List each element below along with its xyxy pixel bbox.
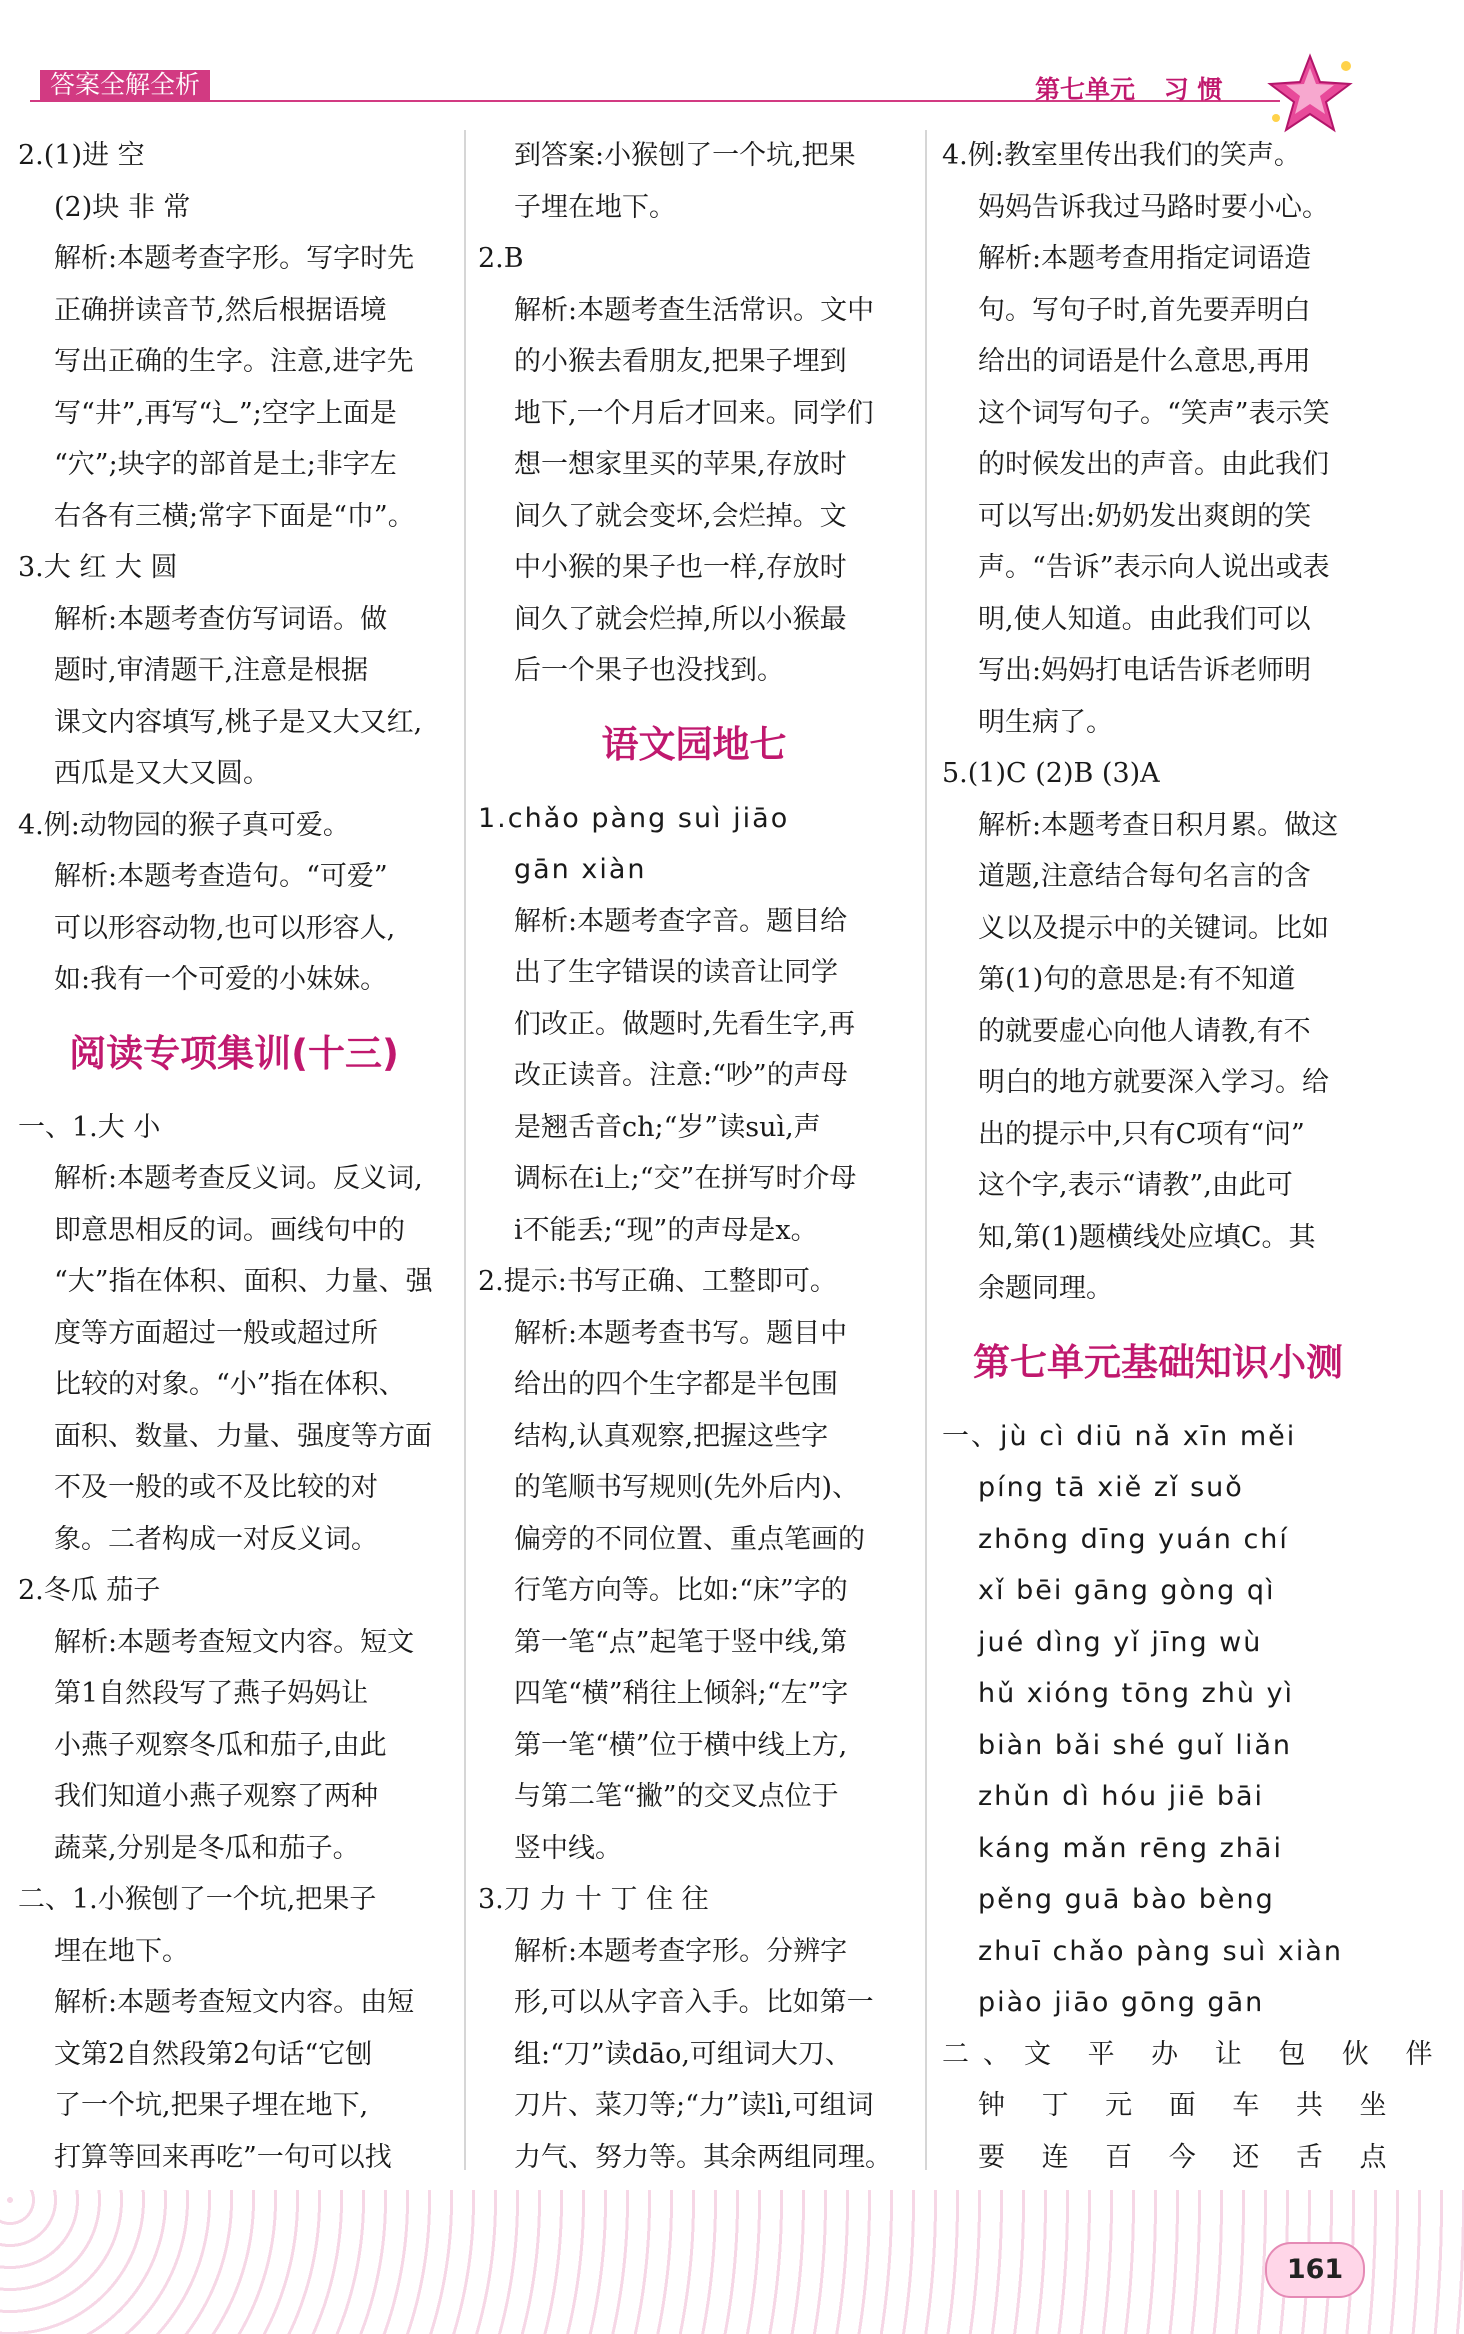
analysis-line: 如:我有一个可爱的小妹妹。 bbox=[54, 964, 388, 995]
answer-line: 2.冬瓜 茄子 bbox=[18, 1575, 161, 1606]
analysis-line: 是翘舌音ch;“岁”读suì,声 bbox=[514, 1111, 821, 1143]
analysis-line: 右各有三横;常字下面是“巾”。 bbox=[54, 500, 415, 532]
analysis-line: 到答案:小猴刨了一个坑,把果 bbox=[514, 140, 856, 171]
analysis-line: 可以形容动物,也可以形容人, bbox=[54, 912, 396, 944]
analysis-line: 写出正确的生字。注意,进字先 bbox=[54, 346, 414, 377]
answer-line: 二、1.小猴刨了一个坑,把果子 bbox=[18, 1884, 377, 1915]
analysis-line: 解析:本题考查字形。分辨字 bbox=[514, 1935, 848, 1967]
analysis-line: 西瓜是又大又圆。 bbox=[54, 758, 270, 789]
analysis-line: i不能丢;“现”的声母是x。 bbox=[514, 1214, 818, 1246]
analysis-line: 给出的词语是什么意思,再用 bbox=[978, 346, 1311, 377]
analysis-line: 明,使人知道。由此我们可以 bbox=[978, 603, 1311, 635]
analysis-line: 象。二者构成一对反义词。 bbox=[54, 1523, 378, 1555]
analysis-line: 写出:妈妈打电话告诉老师明 bbox=[978, 655, 1312, 686]
analysis-line: 地下,一个月后才回来。同学们 bbox=[514, 397, 874, 429]
analysis-line: 句。写句子时,首先要弄明白 bbox=[978, 294, 1311, 326]
analysis-line: 打算等回来再吃”一句可以找 bbox=[54, 2141, 392, 2173]
analysis-line: 解析:本题考查字形。写字时先 bbox=[54, 243, 415, 274]
pinyin-line: káng mǎn rēng zhāi bbox=[978, 1832, 1283, 1864]
analysis-line: 解析:本题考查短文内容。短文 bbox=[54, 1626, 415, 1658]
analysis-line: 调标在i上;“交”在拼写时介母 bbox=[514, 1163, 857, 1194]
analysis-line: 与第二笔“撇”的交叉点位于 bbox=[514, 1781, 839, 1812]
analysis-line: 力气、努力等。其余两组同理。 bbox=[514, 2141, 892, 2173]
column-right bbox=[942, 130, 1447, 2183]
pinyin-line: 一、jù cì diū nǎ xīn měi bbox=[942, 1420, 1297, 1452]
analysis-line: “穴”;块字的部首是土;非字左 bbox=[54, 449, 397, 480]
analysis-line: 解析:本题考查生活常识。文中 bbox=[514, 294, 875, 326]
analysis-line: 改正读音。注意:“吵”的声母 bbox=[514, 1060, 848, 1091]
analysis-line: 声。“告诉”表示向人说出或表 bbox=[978, 552, 1330, 583]
analysis-line: 出了生字错误的读音让同学 bbox=[514, 957, 838, 988]
header-unit: 第七单元 bbox=[1035, 75, 1136, 104]
header-tag: 答案全解全析 bbox=[40, 70, 210, 100]
analysis-line: 行笔方向等。比如:“床”字的 bbox=[514, 1575, 848, 1606]
analysis-line: 形,可以从字音入手。比如第一 bbox=[514, 1987, 874, 2018]
analysis-line: 写“井”,再写“辶”;空字上面是 bbox=[54, 397, 397, 429]
analysis-line: 组:“刀”读dāo,可组词大刀、 bbox=[514, 2038, 852, 2070]
analysis-line: 子埋在地下。 bbox=[514, 191, 676, 223]
answer-line: (2)块 非 常 bbox=[54, 191, 191, 223]
analysis-line: 的笔顺书写规则(先外后内)、 bbox=[514, 1472, 860, 1503]
answer-line: 3.大 红 大 圆 bbox=[18, 552, 178, 583]
character-line: 要 连 百 今 还 舌 点 bbox=[978, 2141, 1401, 2173]
analysis-line: 间久了就会变坏,会烂掉。文 bbox=[514, 500, 847, 532]
analysis-line: 这个词写句子。“笑声”表示笑 bbox=[978, 397, 1330, 429]
answer-line: 妈妈告诉我过马路时要小心。 bbox=[978, 191, 1329, 223]
header-topic: 习 惯 bbox=[1163, 75, 1223, 104]
pinyin-line: zhuī chǎo pàng suì xiàn bbox=[978, 1935, 1344, 1967]
analysis-line: 这个字,表示“请教”,由此可 bbox=[978, 1170, 1293, 1201]
analysis-line: 明生病了。 bbox=[978, 706, 1113, 738]
page-number: 161 bbox=[1265, 2242, 1365, 2298]
analysis-line: 课文内容填写,桃子是又大又红, bbox=[54, 706, 423, 738]
character-line: 二、文 平 办 让 包 伙 伴 bbox=[942, 2038, 1447, 2070]
page-header bbox=[0, 0, 1464, 110]
pinyin-line: gān xiàn bbox=[514, 854, 647, 885]
analysis-line: 刀片、菜刀等;“力”读lì,可组词 bbox=[514, 2090, 874, 2121]
analysis-line: 结构,认真观察,把握这些字 bbox=[514, 1420, 829, 1452]
analysis-line: 偏旁的不同位置、重点笔画的 bbox=[514, 1523, 865, 1555]
answer-line: 埋在地下。 bbox=[54, 1935, 189, 1967]
header-unit-title bbox=[1035, 70, 1242, 106]
analysis-line: 解析:本题考查日积月累。做这 bbox=[978, 809, 1339, 841]
analysis-line: 蔬菜,分别是冬瓜和茄子。 bbox=[54, 1832, 360, 1864]
section-title: 阅读专项集训(十三) bbox=[69, 1031, 399, 1075]
answer-line: 5.(1)C (2)B (3)A bbox=[942, 758, 1160, 789]
analysis-line: 中小猴的果子也一样,存放时 bbox=[514, 552, 847, 583]
analysis-line: 解析:本题考查字音。题目给 bbox=[514, 905, 848, 937]
analysis-line: 我们知道小燕子观察了两种 bbox=[54, 1781, 378, 1812]
analysis-line: 义以及提示中的关键词。比如 bbox=[978, 912, 1329, 944]
character-line: 钟 丁 元 面 车 共 坐 bbox=[978, 2090, 1401, 2121]
column-divider bbox=[464, 130, 466, 2170]
analysis-line: 知,第(1)题横线处应填C。其 bbox=[978, 1221, 1316, 1253]
answer-line: 2.B bbox=[478, 243, 524, 274]
analysis-line: 正确拼读音节,然后根据语境 bbox=[54, 294, 387, 326]
analysis-line: 解析:本题考查用指定词语造 bbox=[978, 243, 1312, 274]
analysis-line: 后一个果子也没找到。 bbox=[514, 655, 784, 686]
analysis-line: 解析:本题考查仿写词语。做 bbox=[54, 603, 388, 635]
star-logo-icon bbox=[1262, 52, 1358, 132]
pinyin-line: 1.chǎo pàng suì jiāo bbox=[478, 802, 790, 834]
analysis-line: “大”指在体积、面积、力量、强 bbox=[54, 1266, 433, 1297]
analysis-line: 给出的四个生字都是半包围 bbox=[514, 1369, 838, 1400]
analysis-line: 们改正。做题时,先看生字,再 bbox=[514, 1008, 856, 1040]
page-footer-pattern bbox=[0, 2190, 1464, 2334]
analysis-line: 竖中线。 bbox=[514, 1832, 622, 1864]
pinyin-line: zhǔn dì hóu jiē bāi bbox=[978, 1781, 1265, 1812]
analysis-line: 解析:本题考查造句。“可爱” bbox=[54, 861, 388, 892]
column-middle bbox=[478, 130, 910, 2183]
answer-line: 2.提示:书写正确、工整即可。 bbox=[478, 1266, 837, 1297]
analysis-line: 面积、数量、力量、强度等方面 bbox=[54, 1420, 432, 1452]
analysis-line: 小燕子观察冬瓜和茄子,由此 bbox=[54, 1729, 387, 1761]
answer-line: 4.例:教室里传出我们的笑声。 bbox=[942, 140, 1301, 171]
analysis-line: 四笔“横”稍往上倾斜;“左”字 bbox=[514, 1678, 849, 1709]
pinyin-line: xǐ bēi gāng gòng qì bbox=[978, 1575, 1276, 1606]
analysis-line: 文第2自然段第2句话“它刨 bbox=[54, 2038, 373, 2070]
pinyin-line: píng tā xiě zǐ suǒ bbox=[978, 1472, 1244, 1503]
column-divider bbox=[925, 130, 927, 2170]
answer-line: 2.(1)进 空 bbox=[18, 140, 145, 171]
analysis-line: 明白的地方就要深入学习。给 bbox=[978, 1067, 1329, 1098]
analysis-line: 了一个坑,把果子埋在地下, bbox=[54, 2090, 369, 2121]
answer-line: 3.刀 力 十 丁 住 往 bbox=[478, 1884, 709, 1915]
pinyin-line: hǔ xióng tōng zhù yì bbox=[978, 1678, 1295, 1709]
analysis-line: 的就要虚心向他人请教,有不 bbox=[978, 1015, 1311, 1047]
analysis-line: 道题,注意结合每句名言的含 bbox=[978, 861, 1311, 892]
pinyin-line: pěng guā bào bèng bbox=[978, 1884, 1275, 1915]
analysis-line: 解析:本题考查短文内容。由短 bbox=[54, 1987, 415, 2018]
analysis-line: 想一想家里买的苹果,存放时 bbox=[514, 449, 847, 480]
pinyin-line: jué dìng yǐ jīng wù bbox=[978, 1626, 1263, 1658]
analysis-line: 比较的对象。“小”指在体积、 bbox=[54, 1369, 406, 1400]
section-title: 第七单元基础知识小测 bbox=[973, 1340, 1343, 1384]
analysis-line: 出的提示中,只有C项有“问” bbox=[978, 1118, 1305, 1150]
analysis-line: 第一笔“点”起笔于竖中线,第 bbox=[514, 1626, 848, 1658]
answer-line: 一、1.大 小 bbox=[18, 1111, 161, 1143]
analysis-line: 即意思相反的词。画线句中的 bbox=[54, 1214, 405, 1246]
answer-line: 4.例:动物园的猴子真可爱。 bbox=[18, 809, 350, 841]
analysis-line: 不及一般的或不及比较的对 bbox=[54, 1472, 378, 1503]
analysis-line: 题时,审清题干,注意是根据 bbox=[54, 655, 369, 686]
analysis-line: 的小猴去看朋友,把果子埋到 bbox=[514, 346, 847, 377]
section-title: 语文园地七 bbox=[601, 722, 787, 766]
analysis-line: 第一笔“横”位于横中线上方, bbox=[514, 1729, 848, 1761]
analysis-line: 度等方面超过一般或超过所 bbox=[54, 1317, 378, 1349]
pinyin-line: biàn bǎi shé guǐ liǎn bbox=[978, 1729, 1293, 1761]
pinyin-line: piào jiāo gōng gān bbox=[978, 1987, 1265, 2018]
analysis-line: 余题同理。 bbox=[978, 1273, 1113, 1304]
pinyin-line: zhōng dīng yuán chí bbox=[978, 1523, 1289, 1555]
column-left bbox=[18, 130, 450, 2183]
analysis-line: 第1自然段写了燕子妈妈让 bbox=[54, 1678, 369, 1709]
analysis-line: 解析:本题考查书写。题目中 bbox=[514, 1317, 848, 1349]
analysis-line: 第(1)句的意思是:有不知道 bbox=[978, 964, 1296, 995]
analysis-line: 解析:本题考查反义词。反义词, bbox=[54, 1163, 423, 1194]
analysis-line: 可以写出:奶奶发出爽朗的笑 bbox=[978, 500, 1312, 532]
analysis-line: 间久了就会烂掉,所以小猴最 bbox=[514, 603, 847, 635]
analysis-line: 的时候发出的声音。由此我们 bbox=[978, 449, 1329, 480]
